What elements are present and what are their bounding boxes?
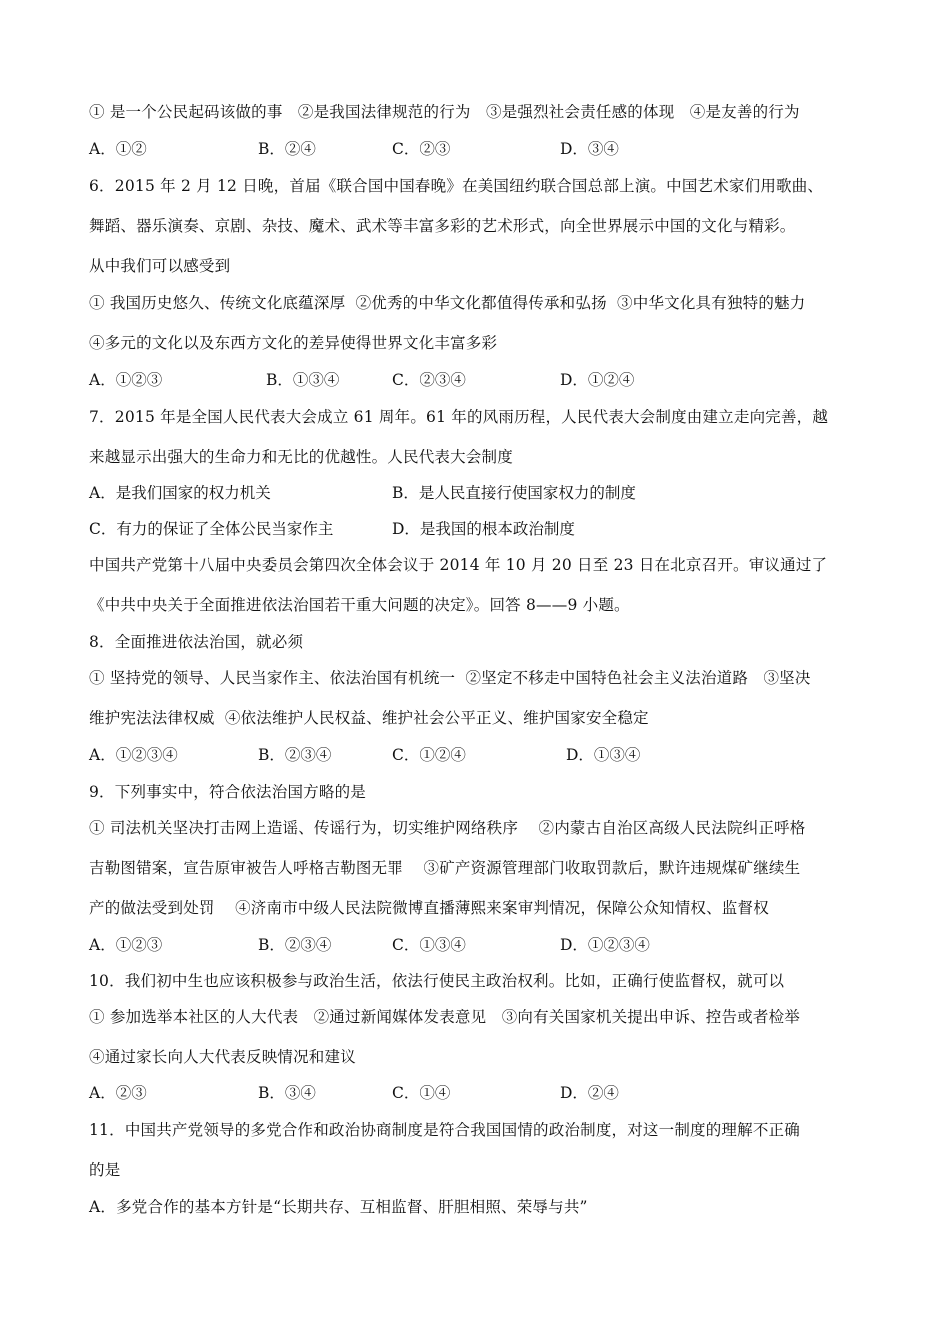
section-intro-2: 《中共中央关于全面推进依法治国若干重大问题的决定》。回答 8——9 小题。 [89, 596, 630, 614]
q8-statements-2: 维护宪法法律权威 ④依法维护人民权益、维护社会公平正义、维护国家安全稳定 [89, 709, 649, 727]
q9-statements-1: ① 司法机关坚决打击网上造谣、传谣行为，切实维护网络秩序 ②内蒙古自治区高级人民法院纠正呼格 [89, 819, 806, 837]
q8-stem: 8．全面推进依法治国，就必须 [89, 633, 304, 651]
q7-stem: 7．2015 年是全国人民代表大会成立 61 周年。61 年的风雨历程，人民代表大会制度由建立走向完善，越 [89, 408, 829, 426]
q7-option-c: C．有力的保证了全体公民当家作主 [89, 520, 334, 538]
q6-statements-2: ④多元的文化以及东西方文化的差异使得世界文化丰富多彩 [89, 334, 498, 352]
q10-option-a: A．②③ [89, 1084, 147, 1102]
q8-option-b: B．②③④ [258, 746, 332, 764]
q8-statements-1: ① 坚持党的领导、人民当家作主、依法治国有机统一 ②坚定不移走中国特色社会主义法治道路 ③坚决 [89, 669, 811, 687]
q9-option-a: A．①②③ [89, 936, 163, 954]
q6-stem-2: 舞蹈、器乐演奏、京剧、杂技、魔术、武术等丰富多彩的艺术形式，向全世界展示中国的文化与精彩。 [89, 217, 796, 235]
q8-option-a: A．①②③④ [89, 746, 178, 764]
q6-option-b: B．①③④ [266, 371, 340, 389]
q7-option-d: D．是我国的根本政治制度 [392, 520, 575, 538]
q6-option-d: D．①②④ [560, 371, 635, 389]
section-intro-1: 中国共产党第十八届中央委员会第四次全体会议于 2014 年 10 月 20 日至 23 日在北京召开。审议通过了 [89, 556, 828, 574]
q9-option-b: B．②③④ [258, 936, 332, 954]
q6-option-a: A．①②③ [89, 371, 163, 389]
q6-option-c: C．②③④ [392, 371, 466, 389]
q5-option-a: A．①② [89, 140, 147, 158]
q6-stem: 6．2015 年 2 月 12 日晚，首届《联合国中国春晚》在美国纽约联合国总部上演。中国艺术家们用歌曲、 [89, 177, 824, 195]
q5-option-c: C．②③ [392, 140, 451, 158]
q9-option-c: C．①③④ [392, 936, 466, 954]
q5-statements: ① 是一个公民起码该做的事 ②是我国法律规范的行为 ③是强烈社会责任感的体现 ④是友善的行为 [89, 103, 800, 121]
q9-statements-2: 吉勒图错案，宣告原审被告人呼格吉勒图无罪 ③矿产资源管理部门收取罚款后，默许违规煤矿继续生 [89, 859, 801, 877]
q10-option-b: B．③④ [258, 1084, 316, 1102]
q8-option-d: D．①③④ [566, 746, 641, 764]
q5-option-b: B．②④ [258, 140, 316, 158]
q6-statements-1: ① 我国历史悠久、传统文化底蕴深厚 ②优秀的中华文化都值得传承和弘扬 ③中华文化具有独特的魅力 [89, 294, 806, 312]
q10-stem: 10．我们初中生也应该积极参与政治生活，依法行使民主政治权利。比如，正确行使监督权，就可以 [89, 972, 785, 990]
q10-option-c: C．①④ [392, 1084, 451, 1102]
q11-stem-2: 的是 [89, 1161, 121, 1179]
q9-statements-3: 产的做法受到处罚 ④济南市中级人民法院微博直播薄熙来案审判情况，保障公众知情权、监督权 [89, 899, 769, 917]
q7-stem-2: 来越显示出强大的生命力和无比的优越性。人民代表大会制度 [89, 448, 513, 466]
q10-statements-2: ④通过家长向人大代表反映情况和建议 [89, 1048, 356, 1066]
q7-option-a: A．是我们国家的权力机关 [89, 484, 271, 502]
q8-option-c: C．①②④ [392, 746, 466, 764]
q9-option-d: D．①②③④ [560, 936, 650, 954]
q5-option-d: D．③④ [560, 140, 619, 158]
q9-stem: 9．下列事实中，符合依法治国方略的是 [89, 783, 366, 801]
q7-option-b: B．是人民直接行使国家权力的制度 [392, 484, 636, 502]
q11-stem: 11．中国共产党领导的多党合作和政治协商制度是符合我国国情的政治制度，对这一制度的理解不正确 [89, 1121, 800, 1139]
q10-statements-1: ① 参加选举本社区的人大代表 ②通过新闻媒体发表意见 ③向有关国家机关提出申诉、控告或者检举 [89, 1008, 800, 1026]
q6-stem-3: 从中我们可以感受到 [89, 257, 231, 275]
q10-option-d: D．②④ [560, 1084, 619, 1102]
q11-option-a: A．多党合作的基本方针是“长期共存、互相监督、肝胆相照、荣辱与共” [89, 1198, 588, 1216]
